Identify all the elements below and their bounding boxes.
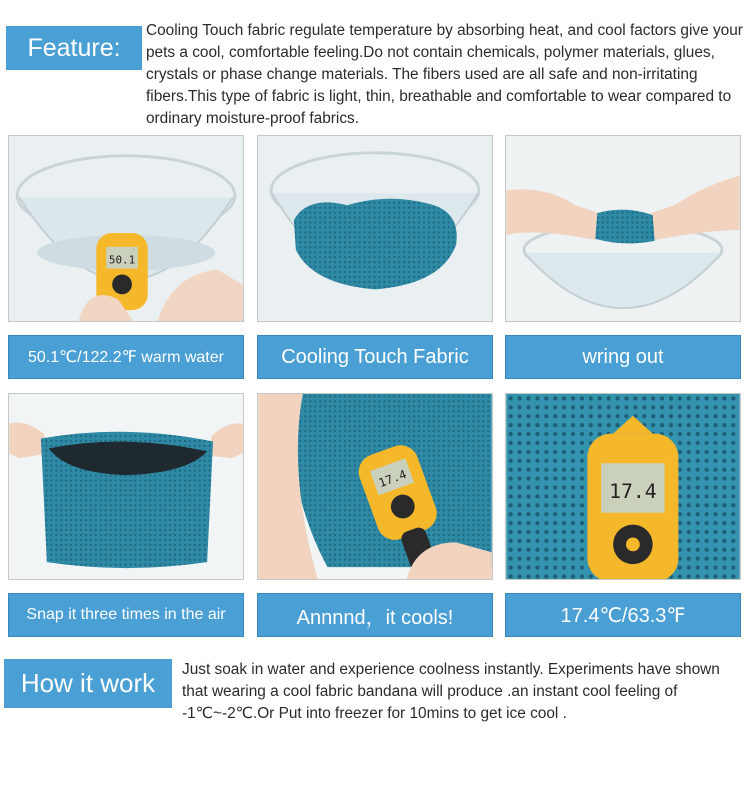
caption-wring-out: wring out	[505, 335, 741, 379]
thermometer-icon	[587, 416, 678, 579]
feature-label: Feature:	[6, 26, 142, 70]
caption-warm-water: 50.1℃/122.2℉ warm water	[8, 335, 244, 379]
how-it-work-label: How it work	[4, 659, 172, 708]
photo-temperature-reading	[505, 393, 741, 580]
photo-wring-out	[505, 135, 741, 322]
thermometer-reading: 17.4	[609, 479, 657, 503]
caption-temperature: 17.4℃/63.3℉	[505, 593, 741, 637]
photo-snap-fabric	[8, 393, 244, 580]
thermometer-reading: 17.4	[376, 467, 409, 491]
photo-fabric-in-bowl	[257, 135, 493, 322]
thermometer-reading: 50.1	[108, 253, 136, 267]
how-it-work-description: Just soak in water and experience coolness instantly. Experiments have shown that wearing a cool fabric bandana will produce .an instant cool feeling of -1℃~-2℃.Or Put into freezer for 10mins to get ice cool .	[182, 661, 720, 722]
photo-measure-fabric	[257, 393, 493, 580]
feature-description: Cooling Touch fabric regulate temperature by absorbing heat, and cool factors give your pets a cool, comfortable feeling.Do not contain chemicals, polymer materials, glues, crystals or phase change materials. The fibers used are all safe and non-irritating fibers.This type of fabric is light, thin, breathable and comfortable to wear compared to ordinary moisture-proof fabrics.	[146, 22, 743, 127]
caption-it-cools: Annnnd，it cools!	[257, 593, 493, 637]
caption-snap: Snap it three times in the air	[8, 593, 244, 637]
caption-cooling-touch-fabric: Cooling Touch Fabric	[257, 335, 493, 379]
photo-warm-water	[8, 135, 244, 322]
